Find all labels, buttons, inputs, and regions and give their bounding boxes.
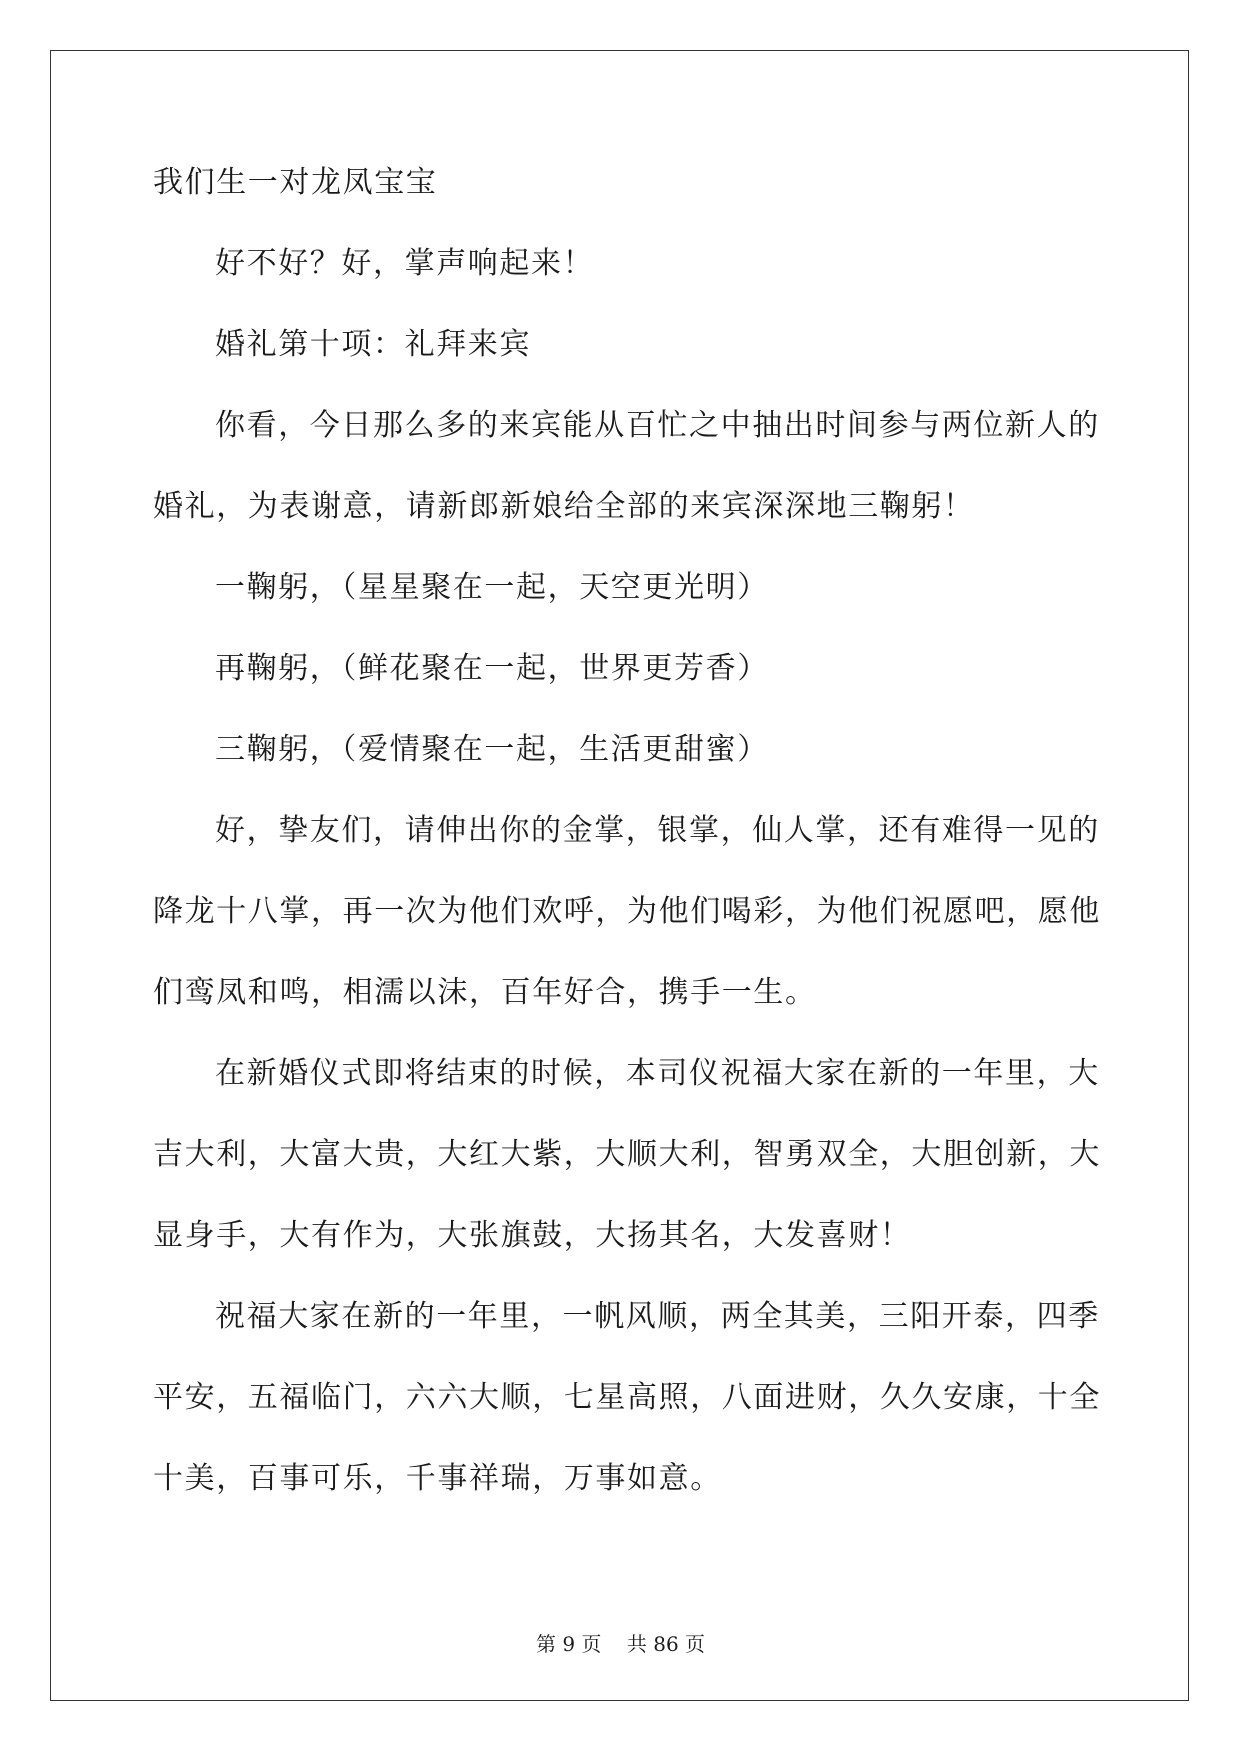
text-line: 你看，今日那么多的来宾能从百忙之中抽出时间参与两位新人的 bbox=[215, 408, 1100, 443]
text-line: 我们生一对龙凤宝宝 bbox=[153, 165, 438, 200]
text-line: 好，挚友们，请伸出你的金掌，银掌，仙人掌，还有难得一见的 bbox=[215, 813, 1100, 848]
page-number: 第 9 页 bbox=[535, 1632, 602, 1656]
text-line: 再鞠躬，（鲜花聚在一起，世界更芳香） bbox=[215, 651, 769, 686]
page-footer bbox=[0, 1632, 1241, 1656]
text-line: 在新婚仪式即将结束的时候，本司仪祝福大家在新的一年里，大 bbox=[215, 1056, 1100, 1091]
text-line: 显身手，大有作为，大张旗鼓，大扬其名，大发喜财！ bbox=[153, 1218, 912, 1253]
text-line: 一鞠躬，（星星聚在一起，天空更光明） bbox=[215, 570, 769, 605]
document-body bbox=[153, 163, 1101, 1499]
text-line: 婚礼，为表谢意，请新郎新娘给全部的来宾深深地三鞠躬！ bbox=[153, 489, 975, 524]
text-line: 十美，百事可乐，千事祥瑞，万事如意。 bbox=[153, 1461, 722, 1496]
text-line: 祝福大家在新的一年里，一帆风顺，两全其美，三阳开泰，四季 bbox=[215, 1299, 1100, 1334]
text-line: 平安，五福临门，六六大顺，七星高照，八面进财，久久安康，十全 bbox=[153, 1380, 1101, 1415]
text-line: 们鸾凤和鸣，相濡以沫，百年好合，携手一生。 bbox=[153, 975, 817, 1010]
text-line: 三鞠躬，（爱情聚在一起，生活更甜蜜） bbox=[215, 732, 769, 767]
text-line: 好不好？好，掌声响起来！ bbox=[215, 246, 595, 281]
page-total: 共 86 页 bbox=[626, 1632, 706, 1656]
text-line: 降龙十八掌，再一次为他们欢呼，为他们喝彩，为他们祝愿吧，愿他 bbox=[153, 894, 1101, 929]
text-line: 婚礼第十项：礼拜来宾 bbox=[215, 327, 531, 362]
text-line: 吉大利，大富大贵，大红大紫，大顺大利，智勇双全，大胆创新，大 bbox=[153, 1137, 1101, 1172]
